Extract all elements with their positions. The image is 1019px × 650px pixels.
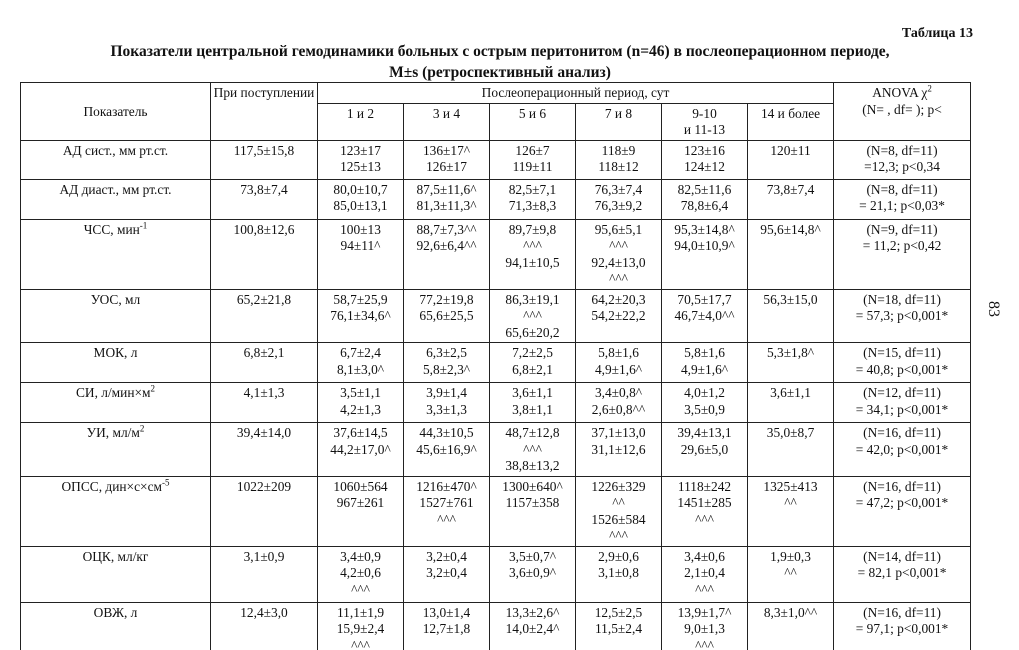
indicator-label: УОС, мл (90, 291, 141, 307)
header-anova (834, 83, 971, 141)
period-value-cell (748, 179, 834, 219)
cell-value-line: 1118±242 (677, 478, 732, 494)
period-value-cell (576, 179, 662, 219)
cell-value-line: 82,5±11,6 (677, 181, 732, 197)
cell-value-line: 45,6±16,9^ (416, 441, 477, 457)
table-row (21, 476, 971, 546)
indicator-label: ОЦК, мл/кг (82, 548, 149, 564)
period-value-cell (490, 423, 576, 477)
cell-value-line: 3,5±1,1 (340, 385, 381, 400)
anova-line: = 42,0; p<0,001* (855, 441, 949, 457)
indicator-label: ОВЖ, л (93, 604, 138, 620)
anova-line: (N=14, df=11) (863, 548, 941, 564)
cell-value-line: 44,2±17,0^ (330, 441, 391, 457)
cell-value-line: 13,0±1,4 (422, 604, 471, 620)
anova-line: = 97,1; p<0,001* (855, 621, 949, 636)
cell-value-line: 31,1±12,6 (591, 441, 646, 457)
cell-value-line: ^^ (784, 495, 797, 510)
cell-value-line: 3,6±1,1 (770, 385, 811, 400)
table-row (21, 179, 971, 219)
cell-value-line: 14,0±2,4^ (505, 621, 560, 636)
cell-value-line: 3,6±0,9^ (508, 565, 557, 580)
row-indicator-name (21, 383, 211, 423)
cell-value-line: 1216±470^ (416, 478, 477, 494)
cell-value-line: ^^^ (351, 637, 370, 650)
indicator-label: АД сист., мм рт.ст. (62, 142, 169, 158)
cell-value-line: 65,6±25,5 (419, 308, 474, 323)
admission-value: 65,2±21,8 (211, 289, 318, 343)
anova-line: = 57,3; p<0,001* (855, 308, 949, 323)
cell-value-line: 85,0±13,1 (333, 198, 388, 213)
cell-value-line: 6,3±2,5 (426, 345, 467, 360)
period-value-cell (748, 219, 834, 289)
cell-value-line: 126±7 (515, 142, 550, 158)
cell-value-line: 95,3±14,8^ (674, 221, 735, 237)
period-value-cell (404, 602, 490, 650)
cell-value-line: 5,3±1,8^ (766, 345, 815, 360)
anova-line: = 11,2; p<0,42 (862, 238, 942, 253)
title-line-1: Показатели центральной гемодинамики больных с острым перитонитом (n=46) в послеоперационном периоде, (110, 43, 890, 60)
period-value-cell (318, 289, 404, 343)
cell-value-line: 3,2±0,4 (426, 548, 467, 564)
period-value-cell (748, 383, 834, 423)
cell-value-line: 2,9±0,6 (598, 548, 639, 564)
cell-value-line: ^^ (612, 495, 625, 510)
cell-value-line: ^^^ (695, 511, 714, 527)
period-value-cell (404, 179, 490, 219)
anova-result (834, 546, 971, 602)
period-value-cell (404, 423, 490, 477)
cell-value-line: ^^ (784, 565, 797, 580)
row-indicator-name (21, 219, 211, 289)
period-value-cell (748, 546, 834, 602)
anova-line: (N=12, df=11) (863, 385, 941, 400)
cell-value-line: 126±17 (426, 159, 467, 174)
anova-line: (N=8, df=11) (866, 181, 938, 197)
table-body (21, 140, 971, 650)
period-value-cell (404, 289, 490, 343)
cell-value-line: 6,7±2,4 (340, 345, 381, 360)
period-value-cell (490, 289, 576, 343)
cell-value-line: 8,3±1,0^^ (763, 604, 818, 620)
anova-line: = 47,2; p<0,001* (855, 495, 949, 510)
cell-value-line: 5,8±1,6 (684, 345, 725, 360)
cell-value-line: 4,9±1,6^ (680, 361, 729, 377)
cell-value-line: 1157±358 (505, 495, 560, 510)
row-indicator-name (21, 476, 211, 546)
table-row (21, 219, 971, 289)
cell-value-line: ^^^ (351, 581, 370, 597)
anova-line: (N=18, df=11) (863, 291, 941, 307)
cell-value-line: 118±12 (598, 159, 639, 174)
table-row (21, 289, 971, 343)
cell-value-line: 8,1±3,0^ (336, 361, 385, 377)
cell-value-line: 3,5±0,7^ (508, 548, 557, 564)
admission-value: 73,8±7,4 (211, 179, 318, 219)
period-value-cell (662, 476, 748, 546)
admission-value: 6,8±2,1 (211, 343, 318, 383)
anova-line: (N=16, df=11) (863, 604, 941, 620)
cell-value-line: 92,4±13,0 (591, 254, 646, 270)
period-value-cell (748, 602, 834, 650)
anova-result (834, 602, 971, 650)
cell-value-line: 1300±640^ (502, 478, 563, 494)
anova-line: = 34,1; p<0,001* (855, 401, 949, 417)
cell-value-line: 64,2±20,3 (591, 291, 646, 307)
period-value-cell (748, 140, 834, 179)
cell-value-line: 76,1±34,6^ (330, 308, 391, 323)
period-value-cell (318, 383, 404, 423)
header-day-3: 5 и 6 (490, 103, 576, 140)
cell-value-line: 5,8±2,3^ (422, 361, 471, 377)
indicator-label: ОПСС, дин×с×см (61, 478, 162, 494)
cell-value-line: 4,2±0,6 (340, 565, 381, 580)
cell-value-line: 77,2±19,8 (419, 291, 474, 307)
admission-value: 39,4±14,0 (211, 423, 318, 477)
period-value-cell (404, 219, 490, 289)
admission-value: 1022±209 (211, 476, 318, 546)
admission-value: 100,8±12,6 (211, 219, 318, 289)
header-anova-sup: 2 (927, 83, 932, 94)
anova-result (834, 423, 971, 477)
indicator-label: УИ, мл/м (86, 425, 140, 440)
header-day-2: 3 и 4 (404, 103, 490, 140)
period-value-cell (318, 476, 404, 546)
row-indicator-name (21, 546, 211, 602)
cell-value-line: 1,9±0,3 (770, 548, 811, 564)
header-admission: При поступлении (211, 83, 318, 141)
cell-value-line: 2,1±0,4 (684, 565, 725, 580)
cell-value-line: 76,3±7,4 (594, 181, 643, 197)
cell-value-line: 71,3±8,3 (508, 198, 557, 213)
cell-value-line: 11,5±2,4 (594, 621, 643, 636)
cell-value-line: 2,6±0,8^^ (591, 401, 646, 417)
cell-value-line: 92,6±6,4^^ (416, 238, 477, 253)
period-value-cell (576, 423, 662, 477)
period-value-cell (748, 476, 834, 546)
cell-value-line: 13,3±2,6^ (505, 604, 560, 620)
period-value-cell (576, 219, 662, 289)
period-value-cell (404, 343, 490, 383)
period-value-cell (490, 140, 576, 179)
indicator-unit-exponent: 2 (139, 423, 145, 434)
period-value-cell (748, 289, 834, 343)
row-indicator-name (21, 602, 211, 650)
cell-value-line: 12,5±2,5 (594, 604, 643, 620)
table-row (21, 602, 971, 650)
row-indicator-name (21, 343, 211, 383)
period-value-cell (490, 219, 576, 289)
period-value-cell (662, 179, 748, 219)
cell-value-line: ^^^ (695, 637, 714, 650)
cell-value-line: 6,8±2,1 (512, 361, 553, 377)
anova-line: (N=16, df=11) (863, 425, 941, 440)
cell-value-line: 48,7±12,8 (505, 425, 560, 440)
cell-value-line: 94±11^ (340, 238, 381, 253)
title-line-2: M±s (ретроспективный анализ) (389, 64, 611, 81)
anova-line: (N=16, df=11) (863, 478, 941, 494)
period-value-cell (662, 423, 748, 477)
cell-value-line: 88,7±7,3^^ (416, 221, 477, 237)
admission-value: 12,4±3,0 (211, 602, 318, 650)
cell-value-line: 124±12 (684, 159, 725, 174)
table-number: Таблица 13 (901, 26, 973, 41)
period-value-cell (318, 546, 404, 602)
anova-result (834, 140, 971, 179)
table-row (21, 423, 971, 477)
period-value-cell (318, 179, 404, 219)
table-row (21, 383, 971, 423)
cell-value-line: 118±9 (601, 142, 636, 158)
table-title (20, 41, 980, 83)
period-value-cell (662, 140, 748, 179)
anova-result (834, 476, 971, 546)
cell-value-line: 3,2±0,4 (426, 565, 467, 580)
indicator-label: МОК, л (93, 345, 138, 360)
cell-value-line: 89,7±9,8 (508, 221, 557, 237)
cell-value-line: 46,7±4,0^^ (674, 308, 735, 323)
cell-value-line: 39,4±13,1 (677, 425, 732, 440)
period-value-cell (490, 546, 576, 602)
cell-value-line: 3,9±1,4 (426, 385, 467, 400)
indicator-label: СИ, л/мин×м (75, 385, 151, 400)
admission-value: 4,1±1,3 (211, 383, 318, 423)
cell-value-line: 37,6±14,5 (333, 425, 388, 440)
cell-value-line: 1527±761 (419, 495, 474, 510)
period-value-cell (576, 383, 662, 423)
period-value-cell (662, 602, 748, 650)
header-day-6: 14 и более (748, 103, 834, 140)
cell-value-line: 1325±413 (763, 478, 818, 494)
anova-result (834, 343, 971, 383)
period-value-cell (490, 476, 576, 546)
period-value-cell (490, 343, 576, 383)
anova-line: = 21,1; p<0,03* (859, 198, 945, 213)
cell-value-line: 4,9±1,6^ (594, 361, 643, 377)
period-value-cell (404, 140, 490, 179)
anova-line: = 82,1 p<0,001* (857, 565, 947, 580)
header-day-1: 1 и 2 (318, 103, 404, 140)
anova-result (834, 289, 971, 343)
period-value-cell (576, 476, 662, 546)
cell-value-line: 1451±285 (677, 495, 732, 510)
cell-value-line: 7,2±2,5 (512, 345, 553, 360)
indicator-unit-exponent: -5 (162, 477, 170, 488)
cell-value-line: 125±13 (340, 159, 381, 174)
period-value-cell (490, 602, 576, 650)
anova-line: (N=8, df=11) (866, 142, 938, 158)
cell-value-line: 4,0±1,2 (684, 385, 725, 400)
cell-value-line: ^^^ (437, 511, 456, 527)
cell-value-line: 3,4±0,9 (340, 548, 381, 564)
period-value-cell (576, 602, 662, 650)
cell-value-line: 76,3±9,2 (594, 198, 643, 213)
period-value-cell (404, 383, 490, 423)
cell-value-line: 58,7±25,9 (333, 291, 388, 307)
cell-value-line: 56,3±15,0 (763, 291, 818, 307)
period-value-cell (576, 140, 662, 179)
period-value-cell (662, 343, 748, 383)
cell-value-line: 29,6±5,0 (680, 441, 729, 457)
cell-value-line: ^^^ (609, 271, 628, 286)
cell-value-line: 70,5±17,7 (677, 291, 732, 307)
cell-value-line: 44,3±10,5 (419, 425, 474, 440)
row-indicator-name (21, 289, 211, 343)
cell-value-line: 3,8±1,1 (512, 401, 553, 417)
cell-value-line: 78,8±6,4 (680, 198, 729, 213)
header-row-1 (21, 83, 971, 104)
cell-value-line: 94,1±10,5 (505, 254, 560, 270)
cell-value-line: 81,3±11,3^ (416, 198, 477, 213)
cell-value-line: 35,0±8,7 (766, 425, 815, 440)
cell-value-line: 13,9±1,7^ (677, 604, 732, 620)
period-value-cell (748, 343, 834, 383)
cell-value-line: 100±13 (340, 221, 381, 237)
cell-value-line: 87,5±11,6^ (416, 181, 477, 197)
header-indicator: Показатель (21, 83, 211, 141)
period-value-cell (318, 219, 404, 289)
cell-value-line: 5,8±1,6 (598, 345, 639, 360)
cell-value-line: 54,2±22,2 (591, 308, 646, 323)
cell-value-line: 3,4±0,6 (684, 548, 725, 564)
header-day-4: 7 и 8 (576, 103, 662, 140)
cell-value-line: 1226±329 (591, 478, 646, 494)
row-indicator-name (21, 423, 211, 477)
cell-value-line: ^^^ (523, 238, 542, 253)
table-row (21, 343, 971, 383)
period-value-cell (318, 423, 404, 477)
cell-value-line: 3,3±1,3 (426, 401, 467, 417)
cell-value-line: 15,9±2,4 (336, 621, 385, 636)
period-value-cell (318, 140, 404, 179)
table-row (21, 546, 971, 602)
cell-value-line: ^^^ (523, 308, 542, 323)
indicator-unit-exponent: 2 (150, 383, 156, 394)
cell-value-line: ^^^ (523, 441, 542, 457)
period-value-cell (490, 179, 576, 219)
cell-value-line: 86,3±19,1 (505, 291, 560, 307)
period-value-cell (318, 602, 404, 650)
cell-value-line: 3,4±0,8^ (594, 385, 643, 400)
cell-value-line: 95,6±5,1 (594, 221, 643, 237)
anova-result (834, 383, 971, 423)
period-value-cell (662, 219, 748, 289)
cell-value-line: 65,6±20,2 (505, 324, 560, 340)
cell-value-line: 123±16 (684, 142, 725, 158)
period-value-cell (490, 383, 576, 423)
cell-value-line: 1060±564 (333, 478, 388, 494)
cell-value-line: 1526±584 (591, 511, 646, 527)
period-value-cell (576, 289, 662, 343)
cell-value-line: 4,2±1,3 (340, 401, 381, 417)
admission-value: 3,1±0,9 (211, 546, 318, 602)
row-indicator-name (21, 179, 211, 219)
page-number: 83 (985, 301, 1002, 317)
cell-value-line: ^^^ (609, 238, 628, 253)
row-indicator-name (21, 140, 211, 179)
anova-result (834, 179, 971, 219)
period-value-cell (662, 289, 748, 343)
cell-value-line: 9,0±1,3 (684, 621, 725, 636)
cell-value-line: 80,0±10,7 (333, 181, 388, 197)
cell-value-line: 967±261 (336, 495, 385, 510)
anova-line: =12,3; p<0,34 (864, 159, 940, 174)
cell-value-line: 120±11 (770, 142, 811, 158)
period-value-cell (662, 546, 748, 602)
anova-line: (N=15, df=11) (863, 345, 941, 360)
cell-value-line: 11,1±1,9 (336, 604, 385, 620)
header-anova-title: ANOVA χ (872, 85, 928, 100)
cell-value-line: 73,8±7,4 (766, 181, 815, 197)
cell-value-line: 136±17^ (422, 142, 471, 158)
period-value-cell (318, 343, 404, 383)
anova-result (834, 219, 971, 289)
cell-value-line: 82,5±7,1 (508, 181, 557, 197)
indicator-label: ЧСС, мин (83, 221, 140, 237)
cell-value-line: ^^^ (609, 528, 628, 543)
header-day-5: 9-10 и 11-13 (662, 103, 748, 140)
hemodynamics-table (20, 82, 971, 650)
cell-value-line: 3,6±1,1 (512, 385, 553, 400)
period-value-cell (576, 343, 662, 383)
cell-value-line: 37,1±13,0 (591, 425, 646, 440)
cell-value-line: 3,5±0,9 (684, 401, 725, 417)
period-value-cell (576, 546, 662, 602)
period-value-cell (662, 383, 748, 423)
cell-value-line: 95,6±14,8^ (760, 221, 821, 237)
cell-value-line: 94,0±10,9^ (674, 238, 735, 253)
header-postop-period: Послеоперационный период, сут (318, 83, 834, 104)
cell-value-line: 123±17 (340, 142, 381, 158)
indicator-label: АД диаст., мм рт.ст. (59, 181, 172, 197)
cell-value-line: 119±11 (512, 159, 553, 174)
cell-value-line: 38,8±13,2 (505, 458, 560, 473)
period-value-cell (404, 476, 490, 546)
table-row (21, 140, 971, 179)
cell-value-line: 12,7±1,8 (422, 621, 471, 636)
admission-value: 117,5±15,8 (211, 140, 318, 179)
cell-value-line: 3,1±0,8 (598, 565, 639, 580)
period-value-cell (404, 546, 490, 602)
anova-line: (N=9, df=11) (866, 221, 938, 237)
header-anova-sub: (N= , df= ); p< (862, 101, 942, 117)
indicator-unit-exponent: -1 (139, 220, 148, 231)
cell-value-line: ^^^ (695, 581, 714, 597)
period-value-cell (748, 423, 834, 477)
anova-line: = 40,8; p<0,001* (855, 361, 949, 377)
